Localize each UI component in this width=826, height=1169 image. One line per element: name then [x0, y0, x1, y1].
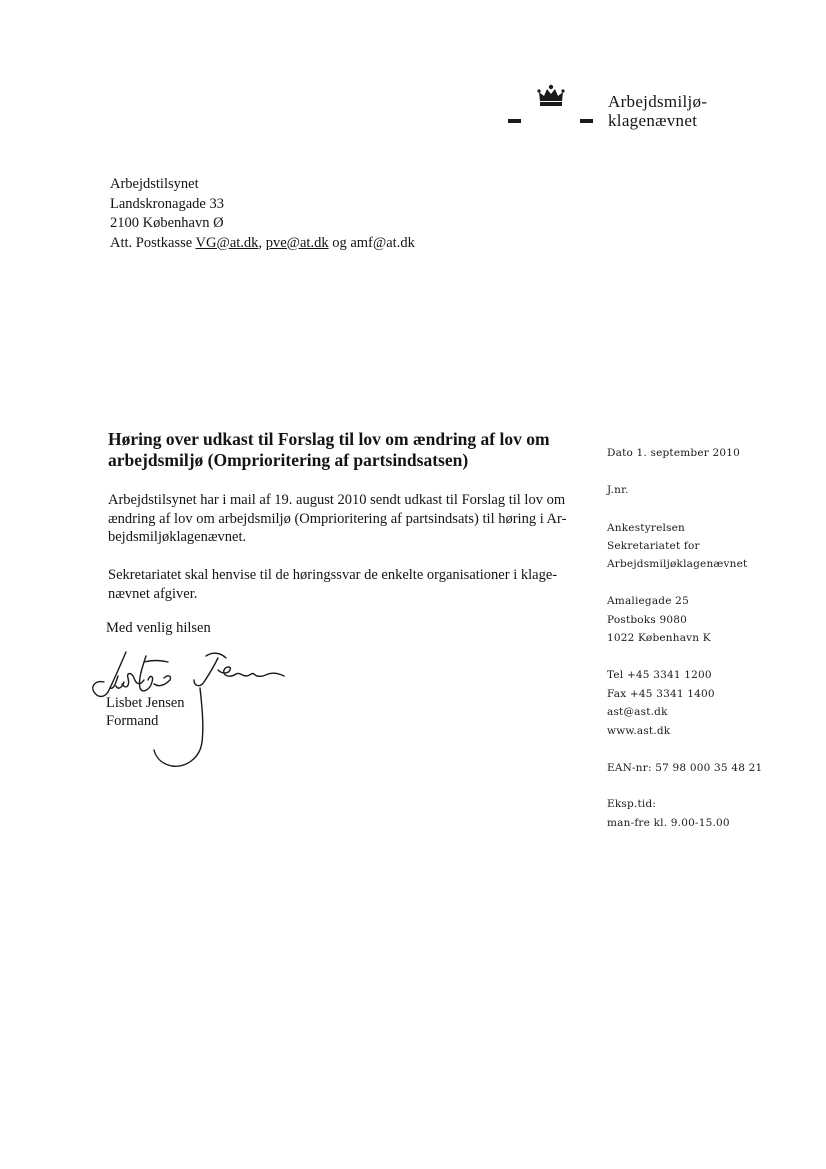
crown-icon [536, 84, 566, 108]
sender-phone: Tel +45 3341 1200 [607, 669, 712, 681]
organization-name [608, 92, 707, 130]
email-amf: amf@at.dk [350, 234, 415, 251]
recipient-line1: Arbejdstilsynet [110, 176, 199, 192]
org-name-line2: klagenævnet [608, 111, 698, 130]
attention-prefix: Att. Postkasse [110, 234, 196, 251]
logo-dash-left [508, 119, 521, 123]
org-name-line1: Arbejdsmiljø- [608, 92, 708, 111]
sender-email-link[interactable]: ast@ast.dk [607, 706, 668, 718]
signer-block [106, 694, 185, 730]
recipient-line3: 2100 København Ø [110, 215, 224, 231]
sender-fax: Fax +45 3341 1400 [607, 688, 715, 700]
letter-title [108, 429, 588, 471]
letter-title-line2: arbejdsmiljø (Omprioritering af partsindsatsen) [108, 450, 469, 470]
sender-city: 1022 København K [607, 632, 711, 644]
letter-date: Dato 1. september 2010 [607, 447, 741, 459]
sender-office-1: Ankestyrelsen [607, 522, 686, 534]
closing-greeting: Med venlig hilsen [106, 620, 211, 636]
body-paragraph-2 [108, 566, 592, 603]
signer-title: Formand [106, 713, 159, 729]
body-paragraph-1 [108, 491, 592, 547]
office-hours: man-fre kl. 9.00-15.00 [607, 817, 730, 829]
p2-line1: Sekretariatet skal henvise til de høringssvar de enkelte organisationer i klage- [108, 567, 558, 583]
email-link-pve[interactable]: pve@at.dk [265, 234, 329, 251]
email-joiner: og [328, 234, 351, 251]
recipient-line2: Landskronagade 33 [110, 195, 224, 212]
ean-number: EAN-nr: 57 98 000 35 48 21 [607, 762, 763, 774]
p1-line3: bejdsmiljøklagenævnet. [108, 529, 247, 545]
email-link-vg[interactable]: VG@at.dk [195, 234, 259, 251]
p1-line2: ændring af lov om arbejdsmiljø (Omprioritering af partsindsats) til høring i Ar- [108, 510, 567, 527]
sender-office-2: Sekretariatet for [607, 540, 700, 552]
sender-pobox: Postboks 9080 [607, 614, 688, 626]
letter-title-line1: Høring over udkast til Forslag til lov om ændring af lov om [108, 429, 550, 449]
sender-website-link[interactable]: www.ast.dk [607, 725, 671, 737]
sender-office-3: Arbejdsmiljøklagenævnet [607, 558, 748, 570]
p1-line1: Arbejdstilsynet har i mail af 19. august 2010 sendt udkast til Forslag til lov om [108, 492, 566, 508]
logo-dash-right [580, 119, 593, 123]
recipient-address [110, 175, 415, 253]
sender-street: Amaliegade 25 [607, 595, 689, 607]
office-hours-label: Eksp.tid: [607, 798, 657, 810]
p2-line2: nævnet afgiver. [108, 585, 198, 602]
email-separator: , [258, 234, 266, 251]
journal-number-label: J.nr. [607, 484, 629, 496]
signer-name: Lisbet Jensen [106, 695, 185, 711]
recipient-attention [110, 234, 415, 254]
